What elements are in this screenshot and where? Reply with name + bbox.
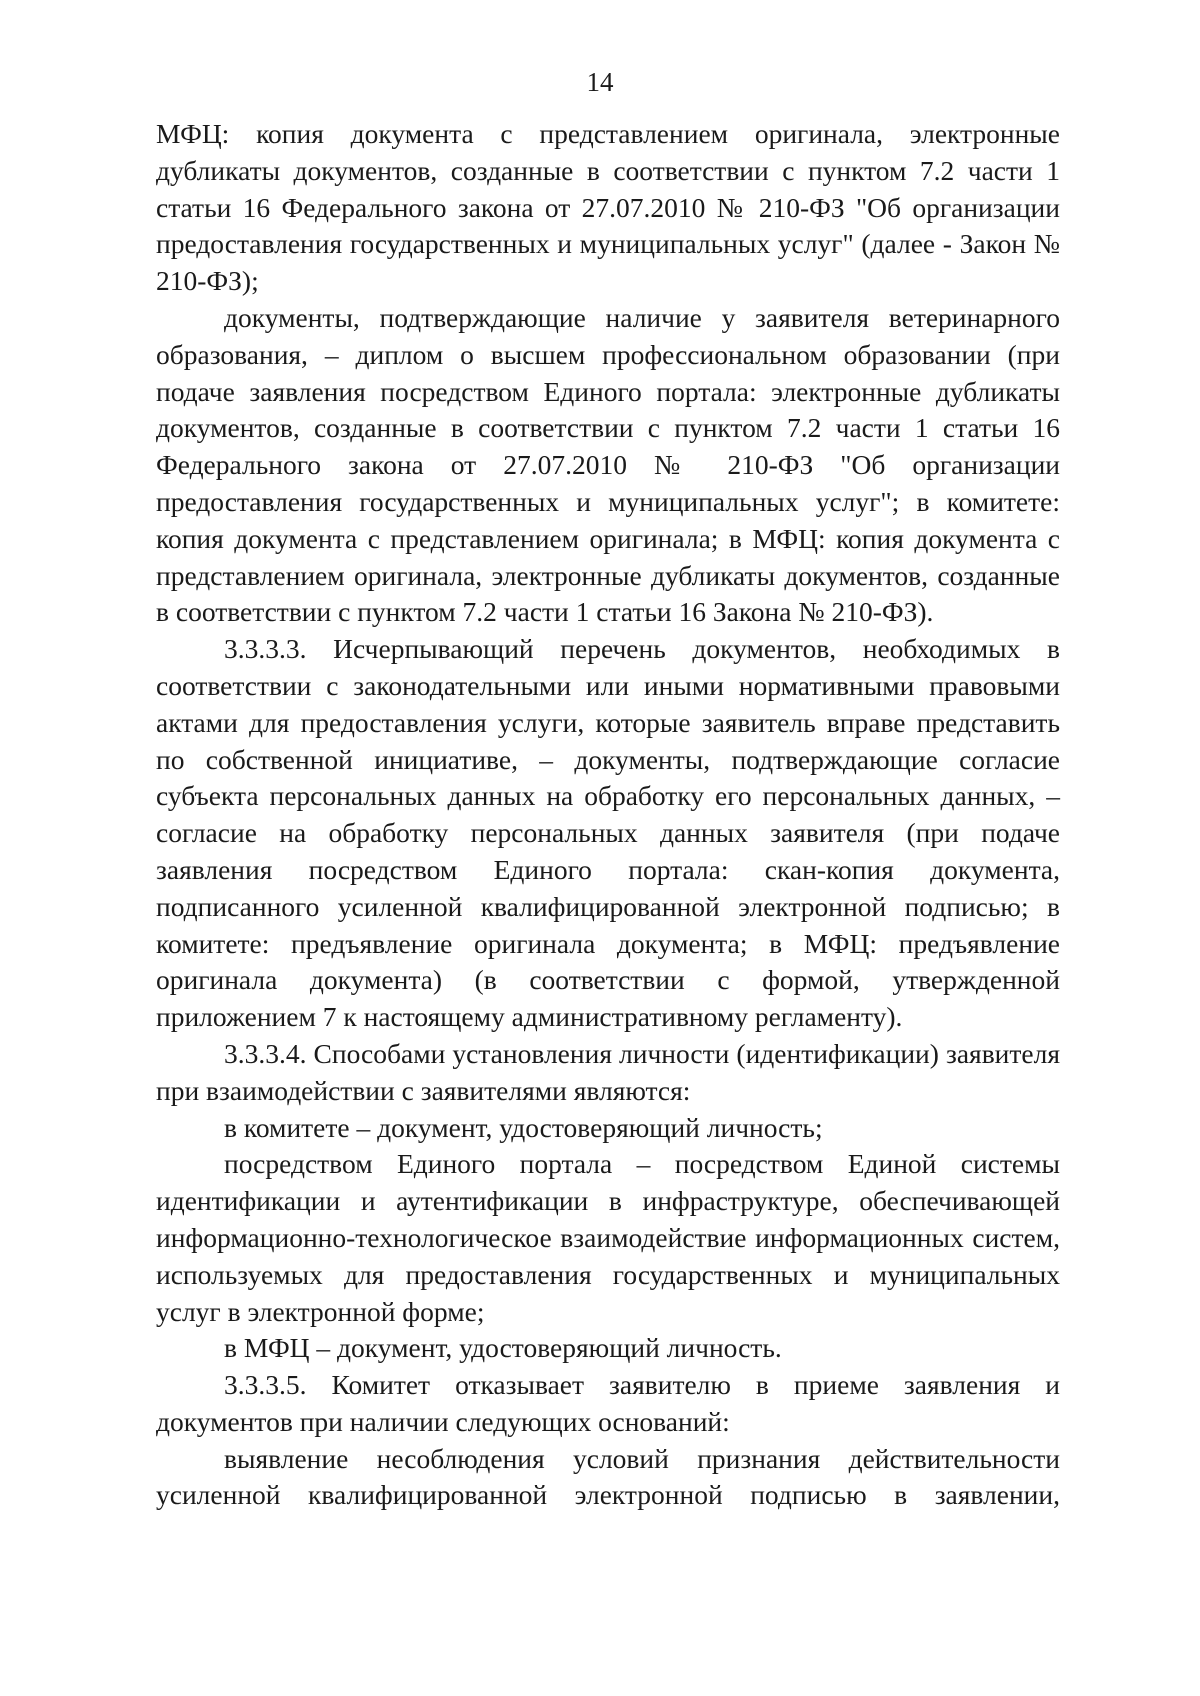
page-number: 14 — [586, 67, 614, 97]
paragraph-portal-identity: посредством Единого портала – посредством Единой системы идентификации и аутентификации в инфраструктуре, обеспечивающей информационно-технологическое взаимодействие информационных систем, используемых для предоставления государственных и муниципальных услуг в электронной форме; — [156, 1148, 1060, 1327]
paragraph-3-3-3-3: 3.3.3.3. Исчерпывающий перечень документов, необходимых в соответствии с законодательными или иными нормативными правовыми актами для предоставления услуги, которые заявитель вправе представить по собственной инициативе, – документы, подтверждающие согласие субъекта персональных данных на обработку его персональных данных, – согласие на обработку персональных данных заявителя (при подаче заявления посредством Единого портала: скан-копия документа, подписанного усиленной квалифицированной электронной подписью; в комитете: предъявление оригинала документа; в МФЦ: предъявление оригинала документа) (в соответствии с формой, утвержденной приложением 7 к настоящему административному регламенту). — [156, 633, 1060, 1033]
paragraph-3-3-3-4: 3.3.3.4. Способами установления личности (идентификации) заявителя при взаимодействии с заявителями являются: — [156, 1037, 1060, 1106]
paragraph-committee-identity: в комитете – документ, удостоверяющий личность; — [224, 1111, 823, 1143]
document-body — [156, 116, 1060, 1514]
paragraph-signature-validity: выявление несоблюдения условий признания действительности усиленной квалифицированной электронной подписью в заявлении, — [156, 1442, 1060, 1511]
paragraph-mfc-identity: в МФЦ – документ, удостоверяющий личность. — [224, 1332, 782, 1364]
paragraph-vet-education-documents: документы, подтверждающие наличие у заявителя ветеринарного образования, – диплом о высшем профессиональном образовании (при подаче заявления посредством Единого портала: электронные дубликаты документов, созданные в соответствии с пунктом 7.2 части 1 статьи 16 Федерального закона от 27.07.2010 № 210-ФЗ "Об организации предоставления государственных и муниципальных услуг"; в комитете: копия документа с представлением оригинала; в МФЦ: копия документа с представлением оригинала, электронные дубликаты документов, созданные в соответствии с пунктом 7.2 части 1 статьи 16 Закона № 210-ФЗ). — [156, 301, 1060, 628]
paragraph-mfc-copies: МФЦ: копия документа с представлением оригинала, электронные дубликаты документов, созданные в соответствии с пунктом 7.2 части 1 статьи 16 Федерального закона от 27.07.2010 № 210-ФЗ "Об организации предоставления государственных и муниципальных услуг" (далее - Закон № 210-ФЗ); — [156, 118, 1060, 297]
paragraph-3-3-3-5: 3.3.3.5. Комитет отказывает заявителю в приеме заявления и документов при наличии следующих оснований: — [156, 1369, 1060, 1437]
